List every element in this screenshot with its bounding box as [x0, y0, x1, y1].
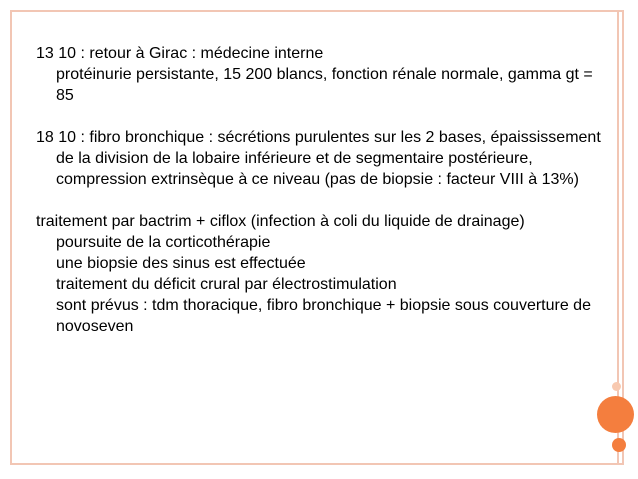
spacer [36, 106, 606, 127]
entry-heading: 13 10 : retour à Girac : médecine interne [36, 45, 324, 62]
entry-item: poursuite de la corticothérapie [56, 234, 271, 251]
entry-item: une biopsie des sinus est effectuée [56, 255, 306, 272]
entry-item: sont prévus : tdm thoracique, fibro bronchique + biopsie sous couverture de novoseven [56, 297, 591, 335]
entry-item: traitement du déficit crural par électrostimulation [56, 276, 397, 293]
entry-heading: 18 10 : fibro bronchique : sécrétions purulentes sur les 2 bases, épaississement de la division de la lobaire inférieure et de segmentaire postérieure, compression extrinsèque à ce niveau (pas de biopsie : facteur VIII à 13%) [36, 129, 601, 188]
slide-content [36, 43, 606, 337]
decor-circle-tiny [612, 382, 621, 391]
entry-item: protéinurie persistante, 15 200 blancs, fonction rénale normale, gamma gt = 85 [56, 66, 593, 104]
spacer [36, 190, 606, 211]
decor-circle-large [597, 396, 634, 433]
entry-heading: traitement par bactrim + ciflox (infection à coli du liquide de drainage) [36, 213, 525, 230]
decor-circle-small [612, 438, 626, 452]
